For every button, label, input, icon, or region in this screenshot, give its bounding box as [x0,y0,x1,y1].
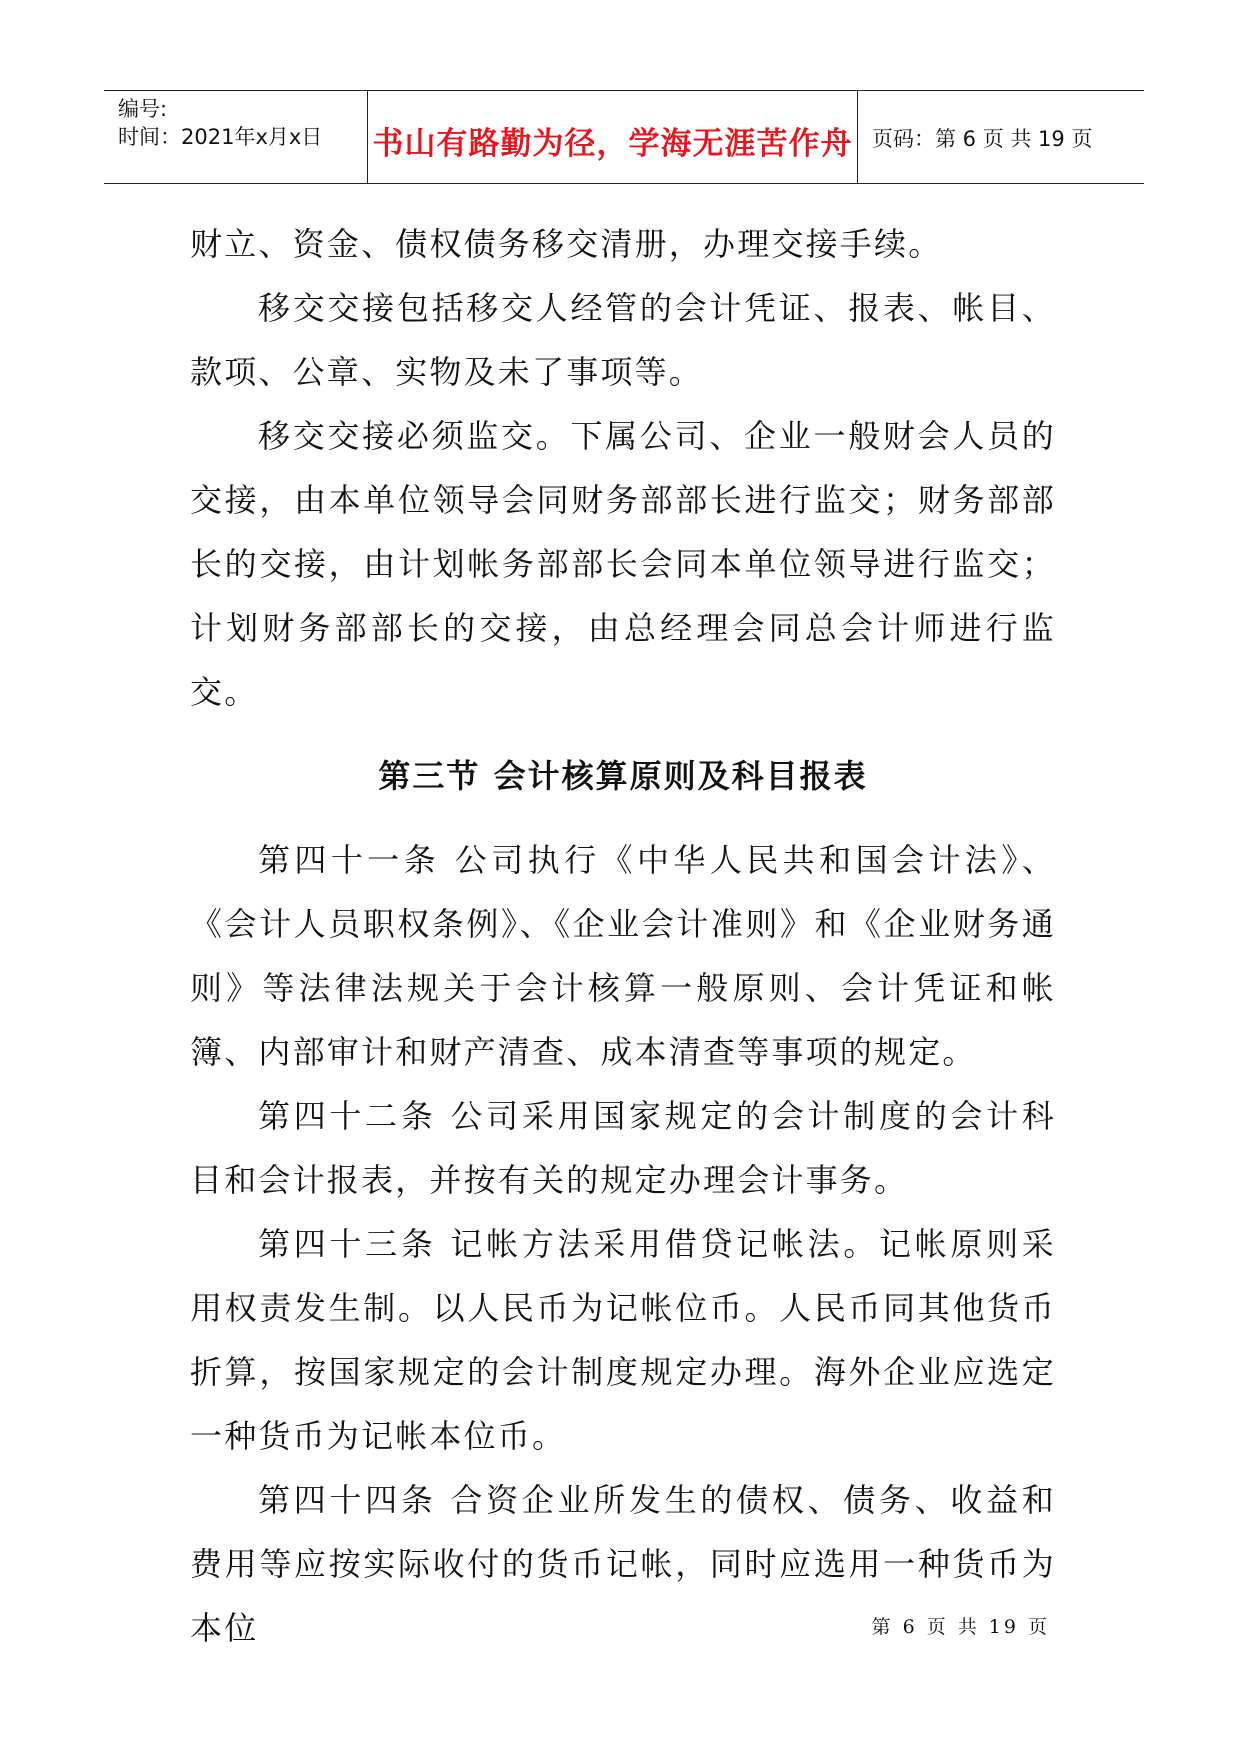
header-page-info: 页码：第 6 页 共 19 页 [872,127,1093,151]
page-footer: 第 6 页 共 19 页 [871,1616,1050,1638]
document-time-label: 时间：2021年x月x日 [118,125,323,149]
document-body [190,212,1056,1660]
paragraph: 财立、资金、债权债务移交清册，办理交接手续。 [190,225,943,263]
article-44: 第四十四条 合资企业所发生的债权、债务、收益和费用等应按实际收付的货币记帐，同时应选用一种货币为本位 [190,1481,1056,1647]
section-heading: 第三节 会计核算原则及科目报表 [378,757,868,795]
article-42: 第四十二条 公司采用国家规定的会计制度的会计科目和会计报表，并按有关的规定办理会计事务。 [190,1097,1056,1199]
paragraph: 移交交接包括移交人经管的会计凭证、报表、帐目、款项、公章、实物及未了事项等。 [190,289,1056,391]
header-meta-cell [104,91,368,183]
header-motto-cell [368,91,858,183]
article-41: 第四十一条 公司执行《中华人民共和国会计法》、《会计人员职权条例》、《企业会计准则》和《企业财务通则》等法律法规关于会计核算一般原则、会计凭证和帐簿、内部审计和财产清查、成本清查等事项的规定。 [190,841,1056,1071]
paragraph: 移交交接必须监交。下属公司、企业一般财会人员的交接，由本单位领导会同财务部部长进行监交；财务部部长的交接，由计划帐务部部长会同本单位领导进行监交；计划财务部部长的交接，由总经理会同总会计师进行监交。 [190,417,1056,711]
document-number-label: 编号: [118,97,168,121]
article-43: 第四十三条 记帐方法采用借贷记帐法。记帐原则采用权责发生制。以人民币为记帐位币。人民币同其他货币折算，按国家规定的会计制度规定办理。海外企业应选定一种货币为记帐本位币。 [190,1225,1056,1455]
document-header [104,90,1144,184]
header-page-cell [858,91,1144,183]
header-motto: 书山有路勤为径，学海无涯苦作舟 [372,126,853,162]
